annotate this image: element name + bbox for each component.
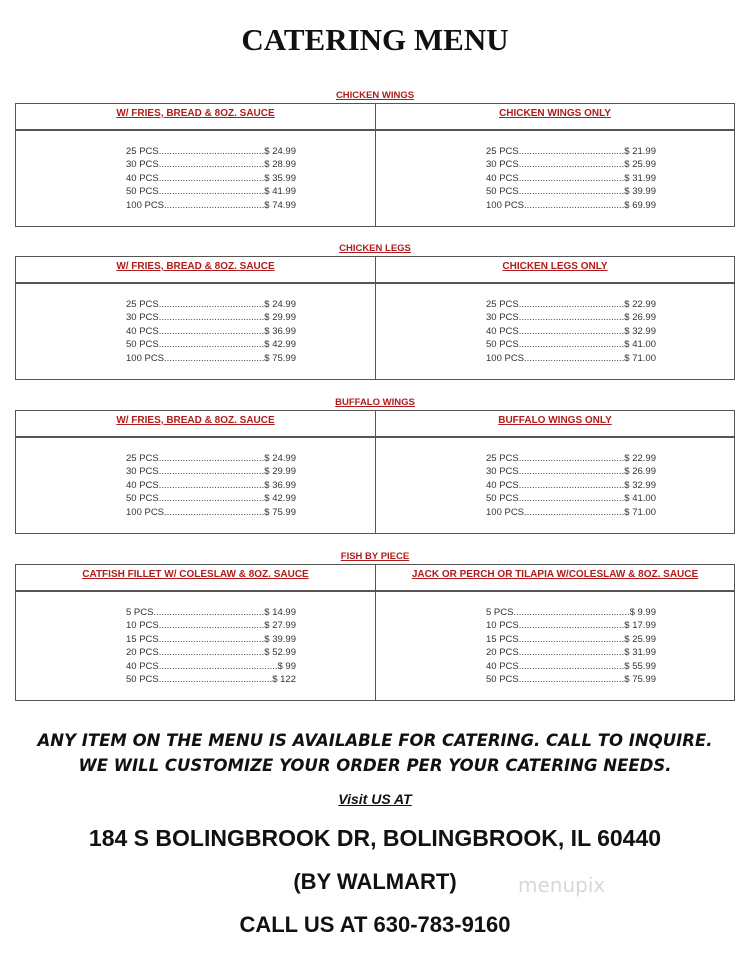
price-column [16, 257, 375, 379]
landmark: (BY WALMART) [293, 869, 457, 894]
quantity: 100 PCS [126, 352, 165, 364]
price: $ 17.99 [624, 620, 656, 632]
price-row [126, 660, 296, 673]
price-row [486, 325, 656, 338]
quantity: 5 PCS [486, 607, 514, 618]
quantity: 25 PCS [126, 299, 159, 310]
column-header: CATFISH FILLET W/ COLESLAW & 8OZ. SAUCE [16, 565, 375, 592]
price-row [486, 185, 656, 198]
price-row [486, 506, 656, 519]
quantity: 30 PCS [126, 159, 159, 171]
quantity: 20 PCS [126, 647, 159, 659]
quantity: 50 PCS [486, 493, 519, 505]
price-row [486, 465, 656, 478]
price-row [126, 145, 296, 158]
column-header: W/ FRIES, BREAD & 8OZ. SAUCE [16, 411, 375, 438]
quantity: 40 PCS [486, 325, 519, 337]
column-header: BUFFALO WINGS ONLY [376, 411, 734, 438]
price-row [126, 673, 296, 686]
quantity: 40 PCS [486, 172, 519, 184]
price-row [126, 325, 296, 338]
menu-section [15, 89, 735, 227]
price: $ 27.99 [264, 620, 296, 632]
price: $ 74.99 [264, 199, 296, 211]
quantity: 40 PCS [126, 172, 159, 184]
price: $ 32.99 [624, 325, 656, 337]
quantity: 25 PCS [486, 453, 519, 464]
quantity: 25 PCS [126, 146, 159, 157]
price-column [16, 104, 375, 226]
price-table [15, 410, 735, 534]
page-title: CATERING MENU [241, 22, 509, 57]
column-header: CHICKEN LEGS ONLY [376, 257, 734, 284]
price: $ 22.99 [624, 453, 656, 464]
price-row [126, 606, 296, 619]
price: $ 31.99 [624, 172, 656, 184]
quantity: 15 PCS [126, 633, 159, 645]
price: $ 99 [277, 660, 296, 672]
quantity: 50 PCS [126, 186, 159, 198]
price: $ 9.99 [629, 607, 656, 618]
price-row [126, 185, 296, 198]
menu-section [15, 242, 735, 380]
price: $ 24.99 [264, 146, 296, 157]
quantity: 25 PCS [486, 299, 519, 310]
price-column [375, 104, 734, 226]
quantity: 50 PCS [126, 674, 159, 686]
price-row [486, 479, 656, 492]
price-row [486, 452, 656, 465]
price-row [126, 646, 296, 659]
price: $ 31.99 [624, 647, 656, 659]
price-column [375, 565, 734, 700]
price: $ 52.99 [264, 647, 296, 659]
price-row [486, 158, 656, 171]
price: $ 26.99 [624, 312, 656, 324]
price-row [126, 311, 296, 324]
price: $ 55.99 [624, 660, 656, 672]
price-row [486, 660, 656, 673]
menu-section [15, 550, 735, 701]
price-row [126, 199, 296, 212]
quantity: 15 PCS [486, 633, 519, 645]
catering-note: ANY ITEM ON THE MENU IS AVAILABLE FOR CATERING. CALL TO INQUIRE. [37, 731, 713, 750]
price: $ 71.00 [624, 352, 656, 364]
watermark: menupix [518, 873, 606, 897]
price-row [486, 633, 656, 646]
price-row [486, 492, 656, 505]
section-title: FISH BY PIECE [340, 551, 410, 562]
quantity: 10 PCS [486, 620, 519, 632]
quantity: 100 PCS [486, 352, 525, 364]
customize-note: WE WILL CUSTOMIZE YOUR ORDER PER YOUR CATERING NEEDS. [78, 756, 672, 775]
price: $ 29.99 [264, 312, 296, 324]
price-table [15, 103, 735, 227]
price: $ 41.00 [624, 493, 656, 505]
price-column [16, 411, 375, 533]
quantity: 30 PCS [486, 466, 519, 478]
price-row [486, 145, 656, 158]
price-row [486, 199, 656, 212]
column-header: W/ FRIES, BREAD & 8OZ. SAUCE [16, 104, 375, 131]
price: $ 122 [272, 674, 296, 686]
price-table [15, 256, 735, 380]
price-row [486, 338, 656, 351]
price: $ 21.99 [624, 146, 656, 157]
quantity: 20 PCS [486, 647, 519, 659]
price-row [486, 311, 656, 324]
quantity: 40 PCS [486, 660, 519, 672]
price: $ 14.99 [264, 607, 296, 618]
column-header: JACK OR PERCH OR TILAPIA W/COLESLAW & 8OZ. SAUCE [376, 565, 734, 592]
price-row [126, 452, 296, 465]
quantity: 50 PCS [126, 493, 159, 505]
price-row [126, 506, 296, 519]
price: $ 22.99 [624, 299, 656, 310]
quantity: 100 PCS [486, 506, 525, 518]
quantity: 30 PCS [126, 466, 159, 478]
quantity: 50 PCS [486, 186, 519, 198]
quantity: 40 PCS [126, 660, 159, 672]
price-table [15, 564, 735, 701]
price-row [486, 352, 656, 365]
price-row [126, 492, 296, 505]
price: $ 28.99 [264, 159, 296, 171]
price-column [375, 257, 734, 379]
price: $ 26.99 [624, 466, 656, 478]
price: $ 24.99 [264, 299, 296, 310]
price-column [16, 565, 375, 700]
price: $ 71.00 [624, 506, 656, 518]
address: 184 S BOLINGBROOK DR, BOLINGBROOK, IL 60440 [88, 825, 662, 851]
menu-section [15, 396, 735, 534]
price-row [126, 338, 296, 351]
price: $ 25.99 [624, 633, 656, 645]
price-row [126, 465, 296, 478]
quantity: 25 PCS [126, 453, 159, 464]
price: $ 29.99 [264, 466, 296, 478]
quantity: 30 PCS [126, 312, 159, 324]
price-row [126, 158, 296, 171]
price-row [126, 298, 296, 311]
quantity: 50 PCS [126, 339, 159, 351]
price: $ 42.99 [264, 493, 296, 505]
quantity: 100 PCS [126, 199, 165, 211]
price-column [375, 411, 734, 533]
price: $ 35.99 [264, 172, 296, 184]
price: $ 69.99 [624, 199, 656, 211]
quantity: 25 PCS [486, 146, 519, 157]
price: $ 32.99 [624, 479, 656, 491]
price: $ 41.99 [264, 186, 296, 198]
price: $ 39.99 [624, 186, 656, 198]
price-row [126, 352, 296, 365]
price: $ 25.99 [624, 159, 656, 171]
quantity: 30 PCS [486, 159, 519, 171]
column-header: W/ FRIES, BREAD & 8OZ. SAUCE [16, 257, 375, 284]
quantity: 100 PCS [486, 199, 525, 211]
price-row [486, 646, 656, 659]
price-row [126, 479, 296, 492]
price: $ 75.99 [264, 352, 296, 364]
price-row [126, 619, 296, 632]
price: $ 24.99 [264, 453, 296, 464]
quantity: 50 PCS [486, 674, 519, 686]
price: $ 36.99 [264, 479, 296, 491]
price-row [126, 633, 296, 646]
quantity: 5 PCS [126, 607, 154, 618]
price: $ 39.99 [264, 633, 296, 645]
price: $ 42.99 [264, 339, 296, 351]
section-title: CHICKEN WINGS [335, 90, 415, 101]
price-row [486, 619, 656, 632]
visit-label: Visit US AT [338, 791, 412, 807]
price: $ 75.99 [624, 674, 656, 686]
price-row [486, 606, 656, 619]
price-row [126, 172, 296, 185]
quantity: 50 PCS [486, 339, 519, 351]
quantity: 10 PCS [126, 620, 159, 632]
quantity: 40 PCS [486, 479, 519, 491]
price-row [486, 673, 656, 686]
column-header: CHICKEN WINGS ONLY [376, 104, 734, 131]
section-title: BUFFALO WINGS [335, 397, 415, 408]
price: $ 36.99 [264, 325, 296, 337]
price-row [486, 298, 656, 311]
price-row [486, 172, 656, 185]
section-title: CHICKEN LEGS [339, 243, 411, 254]
quantity: 100 PCS [126, 506, 165, 518]
quantity: 30 PCS [486, 312, 519, 324]
quantity: 40 PCS [126, 479, 159, 491]
price: $ 75.99 [264, 506, 296, 518]
price: $ 41.00 [624, 339, 656, 351]
phone: CALL US AT 630-783-9160 [239, 912, 511, 937]
quantity: 40 PCS [126, 325, 159, 337]
